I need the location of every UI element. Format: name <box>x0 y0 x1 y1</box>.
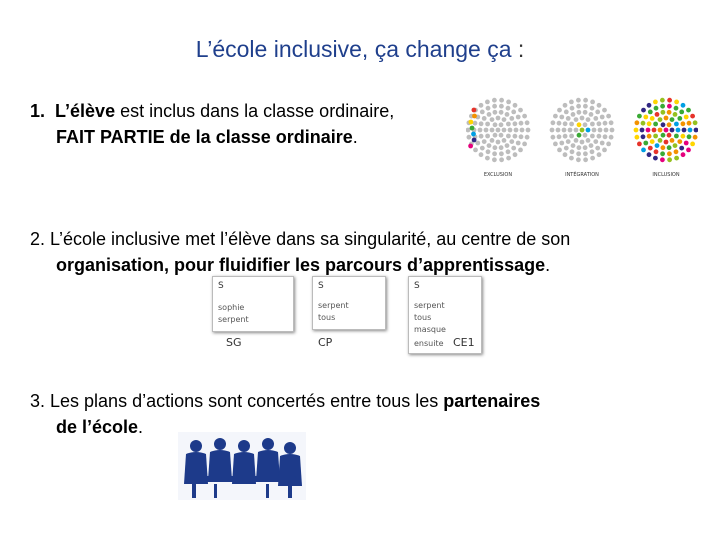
diagram-dot <box>569 134 574 139</box>
diagram-dot <box>681 121 686 126</box>
diagram-dot <box>583 122 588 127</box>
diagram-dot <box>492 104 497 109</box>
diagram-dot <box>509 116 514 121</box>
diagram-dot <box>480 146 485 151</box>
diagram-dot <box>648 146 653 151</box>
diagram-dot <box>525 120 530 125</box>
diagram-dot <box>661 133 666 138</box>
diagram-dot <box>482 139 487 144</box>
diagram-dot <box>694 128 698 133</box>
diagram-dot <box>653 100 658 105</box>
diagram-dot <box>664 128 669 133</box>
diagram-dot <box>673 112 678 117</box>
diagram-dot <box>508 128 513 133</box>
diagram-dot <box>516 141 521 146</box>
diagram-dot <box>693 120 698 125</box>
diagram-dot <box>571 143 576 148</box>
diagram-dot <box>643 115 648 120</box>
diagram-dot <box>566 116 571 121</box>
diagram-dot <box>564 146 569 151</box>
diagram-dot <box>551 120 556 125</box>
point-1-number: 1. <box>30 101 46 121</box>
diagram-dot <box>519 134 524 139</box>
diagram-dot <box>583 110 588 115</box>
diagram-dot <box>681 152 686 157</box>
diagram-label-exclusion: EXCLUSION <box>483 172 513 178</box>
diagram-dot <box>603 134 608 139</box>
diagram-dot <box>499 110 504 115</box>
diagram-dot <box>499 122 504 127</box>
diagram-dot <box>499 151 504 156</box>
diagram-dot <box>485 156 490 161</box>
diagram-dot <box>484 128 489 133</box>
diagram-dot <box>606 142 611 147</box>
diagram-dot <box>674 106 679 111</box>
diagram-dot <box>637 114 642 119</box>
diagram-dot <box>506 100 511 105</box>
diagram-dot <box>688 128 693 133</box>
diagram-dot <box>590 156 595 161</box>
diagram-dot <box>563 134 568 139</box>
diagram-dot <box>650 116 655 121</box>
diagram-dot-excluded <box>471 132 476 137</box>
diagram-dot <box>684 115 689 120</box>
diagram-dot <box>499 104 504 109</box>
diagram-dot <box>487 112 492 117</box>
diagram-dot <box>687 134 692 139</box>
diagram-dot <box>505 143 510 148</box>
diagram-dot <box>479 121 484 126</box>
point-1-bold-student: L’élève <box>55 101 116 121</box>
level-cp: CP <box>318 336 333 349</box>
diagram-dot <box>580 140 585 145</box>
diagram-dot <box>590 122 595 127</box>
diagram-dot <box>690 114 695 119</box>
card-letter: S <box>318 281 324 291</box>
diagram-dot <box>514 128 519 133</box>
diagram-dot <box>496 128 501 133</box>
diagram-dot <box>511 146 516 151</box>
diagram-dot <box>661 145 666 150</box>
point-2 <box>30 226 710 278</box>
diagram-dot <box>522 114 527 119</box>
diagram-dot <box>574 138 579 143</box>
level-ce1: CE1 <box>453 336 475 349</box>
diagram-dot <box>652 128 657 133</box>
card-letter: S <box>414 281 420 291</box>
diagram-dot <box>677 116 682 121</box>
card-line: tous <box>414 313 432 322</box>
diagram-dot <box>479 134 484 139</box>
diagram-dot <box>482 116 487 121</box>
diagram-dot <box>660 157 665 162</box>
diagram-dot <box>480 110 485 115</box>
point-1-line-2 <box>30 124 460 150</box>
diagram-dot <box>557 148 562 153</box>
diagram-dot <box>583 145 588 150</box>
diagram-dot <box>674 122 679 127</box>
card-line: sophie <box>218 303 245 312</box>
point-3-text: 3. Les plans d’actions sont concertés entre tous les <box>30 391 444 411</box>
diagram-dot <box>577 133 582 138</box>
title-colon: : <box>517 36 525 62</box>
diagram-dot <box>506 149 511 154</box>
diagram-dot-excluded <box>470 126 475 131</box>
diagram-dot <box>496 116 501 121</box>
level-cards <box>212 276 482 358</box>
diagram-dot <box>576 157 581 162</box>
point-1-text: est inclus dans la classe ordinaire, <box>115 101 395 121</box>
diagram-dot <box>492 98 497 103</box>
diagram-dot <box>606 114 611 119</box>
diagram-dot <box>647 134 652 139</box>
diagram-dot <box>553 142 558 147</box>
diagram-dot <box>518 148 523 153</box>
diagram-dot <box>595 146 600 151</box>
diagram-dot <box>485 122 490 127</box>
diagram-dot <box>647 121 652 126</box>
diagram-dot <box>609 120 614 125</box>
point-1-end: . <box>352 127 358 147</box>
diagram-dot <box>635 120 640 125</box>
diagram-dot <box>563 121 568 126</box>
point-1 <box>30 98 460 150</box>
diagram-dot <box>559 141 564 146</box>
diagram-dot <box>475 141 480 146</box>
diagram-dot <box>564 110 569 115</box>
diagram-dot <box>577 145 582 150</box>
diagram-circles <box>466 98 698 162</box>
page-title <box>0 36 720 63</box>
diagram-dot <box>602 108 607 113</box>
diagram-dot <box>493 122 498 127</box>
diagram-dot <box>467 135 472 140</box>
diagram-dot <box>568 128 573 133</box>
diagram-dot <box>493 133 498 138</box>
diagram-dot <box>658 128 663 133</box>
diagram-dot <box>654 106 659 111</box>
card-cp <box>312 276 386 330</box>
diagram-dot <box>589 143 594 148</box>
diagram-dot <box>674 156 679 161</box>
diagram-dot <box>519 121 524 126</box>
diagram-dot <box>526 128 531 133</box>
diagram-dot <box>690 142 695 147</box>
diagram-dot <box>674 149 679 154</box>
diagram-dot <box>674 134 679 139</box>
diagram-dot <box>569 122 574 127</box>
diagram-dot <box>693 135 698 140</box>
diagram-dot <box>520 128 525 133</box>
diagram-dot <box>658 138 663 143</box>
diagram-dot-excluded <box>468 144 473 149</box>
diagram-dot <box>525 135 530 140</box>
diagram-dot <box>502 128 507 133</box>
diagram-dot <box>653 156 658 161</box>
point-2-text: 2. L’école inclusive met l’élève dans sa singularité, au centre de son <box>30 229 571 249</box>
diagram-dot <box>660 104 665 109</box>
diagram-dot <box>610 128 615 133</box>
diagram-dot <box>653 134 658 139</box>
diagram-dot <box>646 128 651 133</box>
diagram-dot <box>551 135 556 140</box>
diagram-dot <box>563 103 568 108</box>
diagram-dot <box>577 122 582 127</box>
point-2-end: . <box>545 255 551 275</box>
diagram-dot <box>648 110 653 115</box>
diagram-dot <box>562 128 567 133</box>
diagram-dot <box>684 141 689 146</box>
diagram-dot <box>590 106 595 111</box>
card-line: serpent <box>318 301 349 310</box>
diagram-dot <box>660 98 665 103</box>
diagram-dot <box>660 151 665 156</box>
diagram-dot <box>667 122 672 127</box>
card-line: tous <box>318 313 336 322</box>
diagram-dot <box>650 139 655 144</box>
diagram-dot <box>485 134 490 139</box>
diagram-dot <box>496 140 501 145</box>
diagram-dot <box>490 117 495 122</box>
diagram-dot <box>502 117 507 122</box>
card-letter: S <box>218 281 224 291</box>
diagram-dot <box>600 115 605 120</box>
diagram-dot <box>583 151 588 156</box>
diagram-dot <box>574 128 579 133</box>
diagram-dot <box>583 98 588 103</box>
diagram-dot <box>506 122 511 127</box>
diagram-dot <box>643 141 648 146</box>
diagram-dot <box>473 148 478 153</box>
diagram-dot <box>634 128 639 133</box>
diagram-dot <box>597 134 602 139</box>
diagram-dot <box>559 115 564 120</box>
diagram-dot <box>602 148 607 153</box>
diagram-dot <box>635 135 640 140</box>
diagram-dot <box>654 149 659 154</box>
card-line: masque <box>414 325 446 334</box>
diagram-dot <box>661 110 666 115</box>
diagram-dot <box>493 110 498 115</box>
card-sg <box>212 276 294 332</box>
diagram-dot <box>667 110 672 115</box>
diagram-dot <box>511 110 516 115</box>
diagram-dot <box>586 138 591 143</box>
diagram-dot <box>590 149 595 154</box>
diagram-dot <box>641 134 646 139</box>
title-text: L’école inclusive, ça change ça <box>195 36 512 62</box>
diagram-dot <box>640 128 645 133</box>
diagram-dot <box>667 145 672 150</box>
diagram-dot <box>653 122 658 127</box>
diagram-dot <box>586 117 591 122</box>
diagram-dot <box>566 139 571 144</box>
diagram-dot <box>499 133 504 138</box>
diagram-dot <box>490 128 495 133</box>
diagram-dot <box>557 108 562 113</box>
diagram-dot <box>667 98 672 103</box>
diagram-dot <box>499 145 504 150</box>
diagram-dot <box>513 121 518 126</box>
diagram-dot <box>661 122 666 127</box>
diagram-dot <box>583 104 588 109</box>
diagram-dot-excluded <box>472 108 477 113</box>
diagram-dot <box>486 149 491 154</box>
diagram-dot <box>557 134 562 139</box>
diagram-dot <box>509 139 514 144</box>
diagram-dot <box>670 138 675 143</box>
diagram-dot <box>478 128 483 133</box>
diagram-dot <box>492 151 497 156</box>
diagram-dot <box>670 128 675 133</box>
diagram-dot <box>647 152 652 157</box>
diagram-dot <box>595 110 600 115</box>
diagram-dot <box>641 108 646 113</box>
point-1-bold-part: FAIT PARTIE de la classe ordinaire <box>56 127 353 147</box>
diagram-dot <box>576 104 581 109</box>
point-2-bold: organisation, pour fluidifier les parcours d’apprentissage <box>56 255 546 275</box>
diagram-dot <box>647 103 652 108</box>
diagram-dot <box>505 112 510 117</box>
diagram-dot <box>574 117 579 122</box>
diagram-dot <box>679 146 684 151</box>
diagram-dot <box>609 135 614 140</box>
diagram-dot <box>597 121 602 126</box>
diagram-dot <box>473 121 478 126</box>
diagram-dot <box>667 104 672 109</box>
diagram-dot <box>570 149 575 154</box>
diagram-dot <box>485 100 490 105</box>
diagram-dot <box>580 128 585 133</box>
meeting-people-image <box>178 432 306 500</box>
diagram-dot <box>667 151 672 156</box>
diagram-dot <box>492 157 497 162</box>
diagram-dot <box>516 115 521 120</box>
diagram-dot <box>506 134 511 139</box>
point-2-line-2 <box>30 252 710 278</box>
diagram-dot <box>589 112 594 117</box>
diagram-dot <box>686 148 691 153</box>
diagram-dot <box>583 157 588 162</box>
diagram-dot <box>670 117 675 122</box>
inclusion-diagram <box>466 92 698 180</box>
diagram-dot <box>513 103 518 108</box>
diagram-dot <box>590 100 595 105</box>
card-line: serpent <box>218 315 249 324</box>
diagram-dot <box>687 121 692 126</box>
diagram-dot <box>493 145 498 150</box>
diagram-dot <box>513 134 518 139</box>
diagram-dot <box>571 112 576 117</box>
diagram-dot <box>681 134 686 139</box>
diagram-dot <box>486 106 491 111</box>
diagram-dot <box>479 103 484 108</box>
card-line: serpent <box>414 301 445 310</box>
diagram-dot-excluded <box>472 114 477 119</box>
diagram-dot <box>679 110 684 115</box>
diagram-dot <box>506 106 511 111</box>
diagram-dot <box>664 116 669 121</box>
point-3-line-2 <box>30 414 710 440</box>
point-3 <box>30 388 710 440</box>
diagram-label-integration: INTÉGRATION <box>565 172 599 178</box>
diagram-dot <box>593 116 598 121</box>
diagram-label-inclusion: INCLUSION <box>652 172 680 178</box>
diagram-dot <box>674 100 679 105</box>
diagram-dot <box>597 152 602 157</box>
diagram-dot <box>667 133 672 138</box>
diagram-dot <box>673 143 678 148</box>
diagram-dot <box>487 143 492 148</box>
diagram-dot <box>603 121 608 126</box>
diagram-dot <box>658 117 663 122</box>
diagram-dot <box>583 133 588 138</box>
diagram-dot <box>598 128 603 133</box>
diagram-dot <box>502 138 507 143</box>
diagram-dot <box>506 156 511 161</box>
diagram-dot <box>586 128 591 133</box>
diagram-dot <box>513 152 518 157</box>
level-sg: SG <box>226 336 242 349</box>
diagram-dot <box>479 152 484 157</box>
diagram-dot <box>682 128 687 133</box>
diagram-dot <box>641 121 646 126</box>
diagram-dot <box>576 98 581 103</box>
diagram-dot <box>569 156 574 161</box>
diagram-dot <box>522 142 527 147</box>
diagram-dot <box>641 148 646 153</box>
diagram-dot <box>637 142 642 147</box>
diagram-dot <box>499 98 504 103</box>
diagram-dot <box>667 157 672 162</box>
point-3-bold-partners: partenaires <box>443 391 541 411</box>
diagram-dot <box>576 151 581 156</box>
diagram-dot <box>681 103 686 108</box>
diagram-dot <box>553 114 558 119</box>
diagram-dot <box>593 139 598 144</box>
diagram-dot <box>676 128 681 133</box>
diagram-dot <box>686 108 691 113</box>
diagram-dot <box>597 103 602 108</box>
diagram-dot-excluded <box>472 138 477 143</box>
point-3-end: . <box>138 417 144 437</box>
diagram-dot <box>490 138 495 143</box>
diagram-dot <box>518 108 523 113</box>
diagram-dot-excluded <box>469 120 474 125</box>
diagram-dot <box>563 152 568 157</box>
diagram-dot <box>655 112 660 117</box>
diagram-dot <box>677 139 682 144</box>
diagram-dot <box>556 128 561 133</box>
diagram-dot <box>569 100 574 105</box>
diagram-dot <box>590 134 595 139</box>
diagram-dot <box>580 116 585 121</box>
point-3-bold-school: de l’école <box>56 417 139 437</box>
diagram-dot <box>664 140 669 145</box>
diagram-dot <box>570 106 575 111</box>
diagram-dot <box>592 128 597 133</box>
diagram-dot <box>577 110 582 115</box>
diagram-dot <box>499 157 504 162</box>
diagram-dot <box>604 128 609 133</box>
diagram-dot <box>600 141 605 146</box>
diagram-dot <box>550 128 555 133</box>
card-line: ensuite <box>414 339 444 348</box>
diagram-dot <box>557 121 562 126</box>
diagram-dot <box>655 143 660 148</box>
